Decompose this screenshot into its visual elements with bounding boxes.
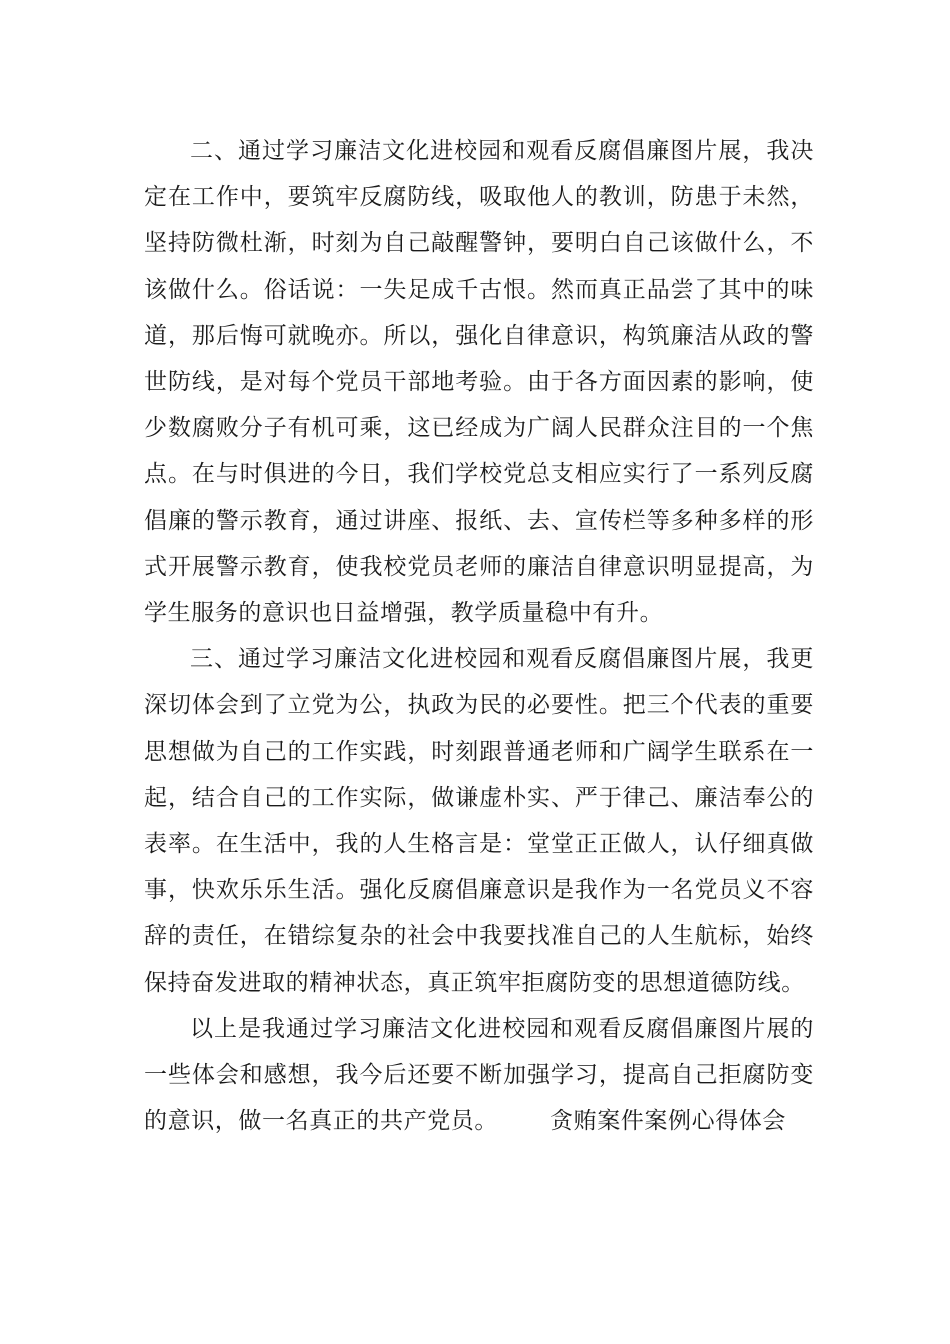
next-article-title: 贪贿案件案例心得体会 [550, 1108, 786, 1135]
paragraph-three: 三、通过学习廉洁文化进校园和观看反腐倡廉图片展，我更深切体会到了立党为公，执政为民的必要性。把三个代表的重要思想做为自己的工作实践，时刻跟普通老师和广阔学生联系在一起，结合自己的工作实际，做谦虚朴实、严于律己、廉洁奉公的表率。在生活中，我的人生格言是：堂堂正正做人，认仔细真做事，快欢乐乐生活。强化反腐倡廉意识是我作为一名党员义不容辞的责任，在错综复杂的社会中我要找准自己的人生航标，始终保持奋发进取的精神状态，真正筑牢拒腐防变的思想道德防线。 [144, 646, 814, 996]
paragraph-conclusion-text: 以上是我通过学习廉洁文化进校园和观看反腐倡廉图片展的一些体会和感想，我今后还要不断加强学习，提高自己拒腐防变的意识，做一名真正的共产党员。 [144, 1015, 814, 1135]
paragraph-conclusion [144, 1006, 814, 1145]
document-body [144, 128, 814, 1144]
paragraph-two: 二、通过学习廉洁文化进校园和观看反腐倡廉图片展，我决定在工作中，要筑牢反腐防线，吸取他人的教训，防患于未然，坚持防微杜渐，时刻为自己敲醒警钟，要明白自己该做什么，不该做什么。俗话说：一失足成千古恨。然而真正品尝了其中的味道，那后悔可就晚亦。所以，强化自律意识，构筑廉洁从政的警世防线，是对每个党员干部地考验。由于各方面因素的影响，使少数腐败分子有机可乘，这已经成为广阔人民群众注目的一个焦点。在与时俱进的今日，我们学校党总支相应实行了一系列反腐倡廉的警示教育，通过讲座、报纸、去、宣传栏等多种多样的形式开展警示教育，使我校党员老师的廉洁自律意识明显提高，为学生服务的意识也日益增强，教学质量稳中有升。 [144, 138, 814, 627]
